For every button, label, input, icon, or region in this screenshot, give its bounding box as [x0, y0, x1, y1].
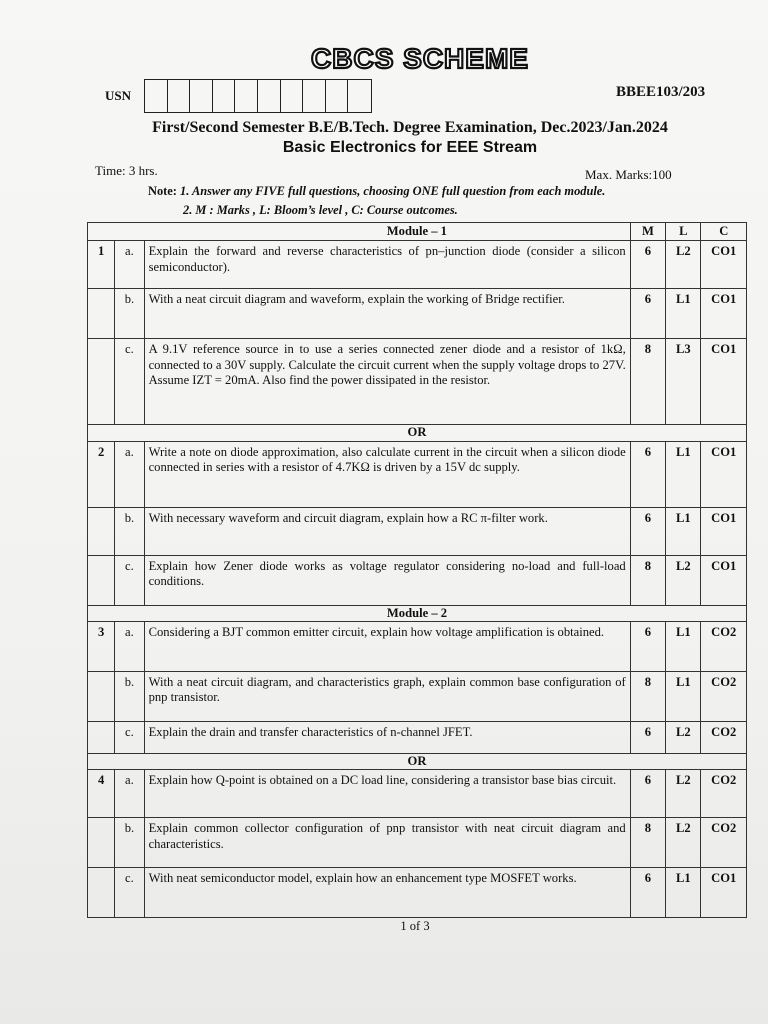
usn-label: USN: [105, 88, 132, 103]
sub-question-label: b.: [115, 507, 144, 555]
table-row: [88, 770, 747, 818]
question-number: [88, 868, 115, 918]
subject-title: Basic Electronics for EEE Stream: [282, 139, 538, 156]
usn-box[interactable]: [168, 80, 191, 112]
column-l-header: L: [666, 223, 701, 241]
outcome-cell: CO2: [701, 770, 747, 818]
sub-question-label: b.: [115, 672, 144, 722]
table-row: [88, 289, 747, 339]
module-2-header-row: [88, 605, 747, 621]
question-number: 4: [88, 770, 115, 818]
sub-question-label: b.: [115, 818, 144, 868]
sub-question-label: c.: [115, 555, 144, 605]
marks-cell: 6: [630, 241, 665, 289]
sub-question-label: c.: [115, 722, 144, 754]
exam-title: First/Second Semester B.E/B.Tech. Degree Examination, Dec.2023/Jan.2024: [152, 119, 668, 136]
note-line-2: 2. M : Marks , L: Bloom’s level , C: Course outcomes.: [183, 203, 458, 217]
level-cell: L1: [666, 672, 701, 722]
sub-question-label: a.: [115, 441, 144, 507]
module-2-heading: Module – 2: [88, 605, 747, 621]
outcome-cell: CO1: [701, 555, 747, 605]
paper-code: BBEE103/203: [616, 84, 706, 100]
question-number: [88, 672, 115, 722]
marks-cell: 6: [630, 868, 665, 918]
usn-box[interactable]: [348, 80, 371, 112]
question-number: 1: [88, 241, 115, 289]
table-row: [88, 672, 747, 722]
marks-cell: 6: [630, 622, 665, 672]
usn-box[interactable]: [258, 80, 281, 112]
exam-time: Time: 3 hrs.: [95, 163, 158, 178]
level-cell: L1: [666, 441, 701, 507]
question-number: [88, 289, 115, 339]
marks-cell: 6: [630, 507, 665, 555]
question-text: Explain common collector configuration of pnp transistor with neat circuit diagram and characteristics.: [144, 818, 630, 868]
question-number: [88, 722, 115, 754]
or-separator: OR: [88, 754, 747, 770]
sub-question-label: a.: [115, 622, 144, 672]
usn-boxes[interactable]: [144, 79, 372, 113]
usn-box[interactable]: [235, 80, 258, 112]
column-c-header: C: [701, 223, 747, 241]
note-text-1: 1. Answer any FIVE full questions, choosing ONE full question from each module.: [180, 184, 606, 198]
sub-question-label: c.: [115, 339, 144, 425]
outcome-cell: CO1: [701, 289, 747, 339]
outcome-cell: CO1: [701, 241, 747, 289]
column-m-header: M: [630, 223, 665, 241]
question-number: [88, 339, 115, 425]
outcome-cell: CO2: [701, 818, 747, 868]
usn-box[interactable]: [326, 80, 349, 112]
question-text: With a neat circuit diagram, and characteristics graph, explain common base configuration of pnp transistor.: [144, 672, 630, 722]
usn-box[interactable]: [213, 80, 236, 112]
usn-box[interactable]: [281, 80, 304, 112]
question-text: Explain how Q-point is obtained on a DC load line, considering a transistor base bias circuit.: [144, 770, 630, 818]
outcome-cell: CO1: [701, 441, 747, 507]
module-1-heading: Module – 1: [88, 223, 631, 241]
table-row: [88, 868, 747, 918]
marks-cell: 8: [630, 818, 665, 868]
marks-cell: 6: [630, 722, 665, 754]
cbcs-scheme-logo: [300, 38, 540, 78]
usn-box[interactable]: [190, 80, 213, 112]
table-row: [88, 818, 747, 868]
question-text: Explain the forward and reverse characteristics of pn–junction diode (consider a silicon semiconductor).: [144, 241, 630, 289]
note-label: Note:: [148, 184, 177, 198]
sub-question-label: c.: [115, 868, 144, 918]
outcome-cell: CO1: [701, 868, 747, 918]
level-cell: L2: [666, 722, 701, 754]
question-number: [88, 818, 115, 868]
note-line-1: [148, 184, 605, 199]
level-cell: L1: [666, 507, 701, 555]
outcome-cell: CO1: [701, 339, 747, 425]
level-cell: L1: [666, 868, 701, 918]
question-table: [87, 222, 747, 918]
outcome-cell: CO2: [701, 622, 747, 672]
table-row: [88, 622, 747, 672]
question-number: [88, 555, 115, 605]
outcome-cell: CO2: [701, 672, 747, 722]
question-number: 3: [88, 622, 115, 672]
marks-cell: 8: [630, 555, 665, 605]
outcome-cell: CO1: [701, 507, 747, 555]
question-text: With necessary waveform and circuit diagram, explain how a RC π-filter work.: [144, 507, 630, 555]
marks-cell: 6: [630, 289, 665, 339]
usn-box[interactable]: [303, 80, 326, 112]
module-1-header-row: [88, 223, 747, 241]
level-cell: L2: [666, 555, 701, 605]
outcome-cell: CO2: [701, 722, 747, 754]
question-text: Explain the drain and transfer characteristics of n-channel JFET.: [144, 722, 630, 754]
marks-cell: 8: [630, 672, 665, 722]
marks-cell: 6: [630, 770, 665, 818]
question-text: Considering a BJT common emitter circuit, explain how voltage amplification is obtained.: [144, 622, 630, 672]
level-cell: L3: [666, 339, 701, 425]
question-number: [88, 507, 115, 555]
question-text: A 9.1V reference source in to use a series connected zener diode and a resistor of 1kΩ, connected to a 30V supply. Calculate the circuit current when the supply voltage drops to 27V. Assume IZT = 20mA. Also find the power dissipated in the resistor.: [144, 339, 630, 425]
or-separator: OR: [88, 425, 747, 441]
level-cell: L2: [666, 770, 701, 818]
table-row: [88, 555, 747, 605]
or-separator-row: [88, 425, 747, 441]
table-row: [88, 507, 747, 555]
question-text: Write a note on diode approximation, also calculate current in the circuit when a silicon diode connected in series with a resistor of 4.7KΩ is driven by a 15V dc supply.: [144, 441, 630, 507]
marks-cell: 8: [630, 339, 665, 425]
question-text: With neat semiconductor model, explain how an enhancement type MOSFET works.: [144, 868, 630, 918]
question-text: With a neat circuit diagram and waveform, explain the working of Bridge rectifier.: [144, 289, 630, 339]
sub-question-label: b.: [115, 289, 144, 339]
sub-question-label: a.: [115, 770, 144, 818]
scheme-title: CBCS SCHEME: [311, 43, 529, 74]
table-row: [88, 722, 747, 754]
question-number: 2: [88, 441, 115, 507]
page-number: 1 of 3: [400, 919, 430, 933]
marks-cell: 6: [630, 441, 665, 507]
level-cell: L1: [666, 289, 701, 339]
sub-question-label: a.: [115, 241, 144, 289]
max-marks: Max. Marks:100: [585, 167, 672, 182]
table-row: [88, 339, 747, 425]
table-row: [88, 241, 747, 289]
level-cell: L2: [666, 241, 701, 289]
level-cell: L2: [666, 818, 701, 868]
table-row: [88, 441, 747, 507]
level-cell: L1: [666, 622, 701, 672]
or-separator-row: [88, 754, 747, 770]
usn-box[interactable]: [145, 80, 168, 112]
question-text: Explain how Zener diode works as voltage regulator considering no-load and full-load conditions.: [144, 555, 630, 605]
